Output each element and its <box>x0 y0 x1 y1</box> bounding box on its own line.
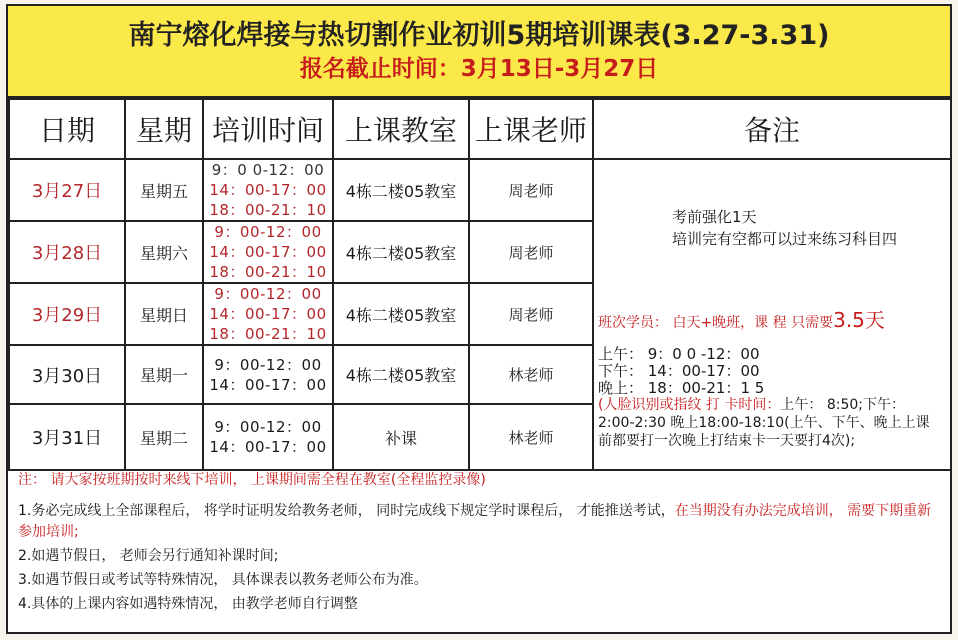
header-banner <box>8 6 950 98</box>
evening-time: 18：00-21：10 <box>209 263 327 281</box>
notes-line-2: 培训完有空都可以过来练习科目四 <box>672 230 898 248</box>
table-row <box>9 159 951 221</box>
classroom-cell: 4栋二楼05教室 <box>333 283 469 345</box>
evening-time: 18：00-21：10 <box>209 201 327 219</box>
classroom-cell: 4栋二楼05教室 <box>333 159 469 221</box>
teacher-cell: 周老师 <box>469 221 593 283</box>
afternoon-time: 14：00-17：00 <box>209 243 327 261</box>
teacher-cell: 林老师 <box>469 404 593 470</box>
footer-notes <box>8 464 950 632</box>
col-header-time: 培训时间 <box>203 99 333 159</box>
date-cell: 3月30日 <box>9 345 125 404</box>
checkin-note <box>598 396 943 450</box>
weekday-cell: 星期日 <box>125 283 203 345</box>
time-cell <box>203 221 333 283</box>
attendance-warning: 注： 请大家按班期按时来线下培训， 上课期间需全程在教室(全程监控录像) <box>18 472 486 488</box>
daily-hours <box>598 346 764 397</box>
table-header-row <box>9 99 951 159</box>
hours-morning: 上午： 9：0 0 -12：00 <box>598 345 760 363</box>
date-cell: 3月28日 <box>9 221 125 283</box>
hours-evening: 晚上： 18：00-21：1 5 <box>598 379 765 397</box>
footer-item-1-text: 1.务必完成线上全部课程后， 将学时证明发给教务老师， 同时完成线下规定学时课程后， 才能推送考试， <box>18 503 675 519</box>
footer-item-1-warning: 在当期没有办法完成培训， 需要下期重新参加培训; <box>18 503 932 540</box>
teacher-cell: 林老师 <box>469 345 593 404</box>
evening-time: 18：00-21：10 <box>209 325 327 343</box>
afternoon-time: 14：00-17：00 <box>209 375 327 394</box>
morning-time: 9：00-12：00 <box>214 223 322 241</box>
checkin-detail: 上午： 8:50;下午： 2:00-2:30 晚上18:00-18:10(上午、下午、晚上上课前都要打一次晚上打结束卡一天要打4次); <box>598 397 930 449</box>
footer-item-1 <box>18 501 940 543</box>
teacher-cell: 周老师 <box>469 283 593 345</box>
class-duration-prefix: 班次学员： 白天+晚班，课 程 只需要 <box>598 315 834 331</box>
col-header-classroom: 上课教室 <box>333 99 469 159</box>
afternoon-time: 14：00-17：00 <box>209 305 327 323</box>
schedule-table <box>8 98 952 471</box>
date-cell: 3月29日 <box>9 283 125 345</box>
notes-intro <box>672 206 897 250</box>
date-cell: 3月31日 <box>9 404 125 470</box>
time-cell <box>203 159 333 221</box>
weekday-cell: 星期一 <box>125 345 203 404</box>
col-header-weekday: 星期 <box>125 99 203 159</box>
hours-afternoon: 下午： 14：00-17：00 <box>598 362 760 380</box>
classroom-cell: 4栋二楼05教室 <box>333 345 469 404</box>
schedule-sheet <box>6 4 952 634</box>
time-cell <box>203 345 333 404</box>
morning-time: 9：0 0-12：00 <box>211 161 325 179</box>
time-cell <box>203 283 333 345</box>
weekday-cell: 星期二 <box>125 404 203 470</box>
teacher-cell: 周老师 <box>469 159 593 221</box>
time-cell <box>203 404 333 470</box>
class-duration-note <box>598 304 885 333</box>
morning-time: 9：00-12：00 <box>214 355 322 374</box>
page-title: 南宁熔化焊接与热切割作业初训5期培训课表(3.27-3.31) <box>128 20 830 51</box>
registration-deadline: 报名截止时间：3月13日-3月27日 <box>299 56 659 82</box>
checkin-label: (人脸识别或指纹 打 卡时间： <box>598 397 781 413</box>
footer-item-2: 2.如遇节假日， 老师会另行通知补课时间; <box>18 548 279 564</box>
weekday-cell: 星期五 <box>125 159 203 221</box>
weekday-cell: 星期六 <box>125 221 203 283</box>
col-header-date: 日期 <box>9 99 125 159</box>
morning-time: 9：00-12：00 <box>214 285 322 303</box>
footer-item-3: 3.如遇节假日或考试等特殊情况， 具体课表以教务老师公布为准。 <box>18 572 428 588</box>
notes-cell <box>593 159 951 470</box>
classroom-cell: 补课 <box>333 404 469 470</box>
class-duration-days: 3.5天 <box>833 308 885 332</box>
classroom-cell: 4栋二楼05教室 <box>333 221 469 283</box>
col-header-notes: 备注 <box>593 99 951 159</box>
morning-time: 9：00-12：00 <box>214 418 322 436</box>
afternoon-time: 14：00-17：00 <box>209 181 327 199</box>
date-cell: 3月27日 <box>9 159 125 221</box>
col-header-teacher: 上课老师 <box>469 99 593 159</box>
notes-line-1: 考前强化1天 <box>672 208 757 226</box>
footer-item-4: 4.具体的上课内容如遇特殊情况， 由教学老师自行调整 <box>18 596 358 612</box>
afternoon-time: 14：00-17：00 <box>209 438 327 456</box>
